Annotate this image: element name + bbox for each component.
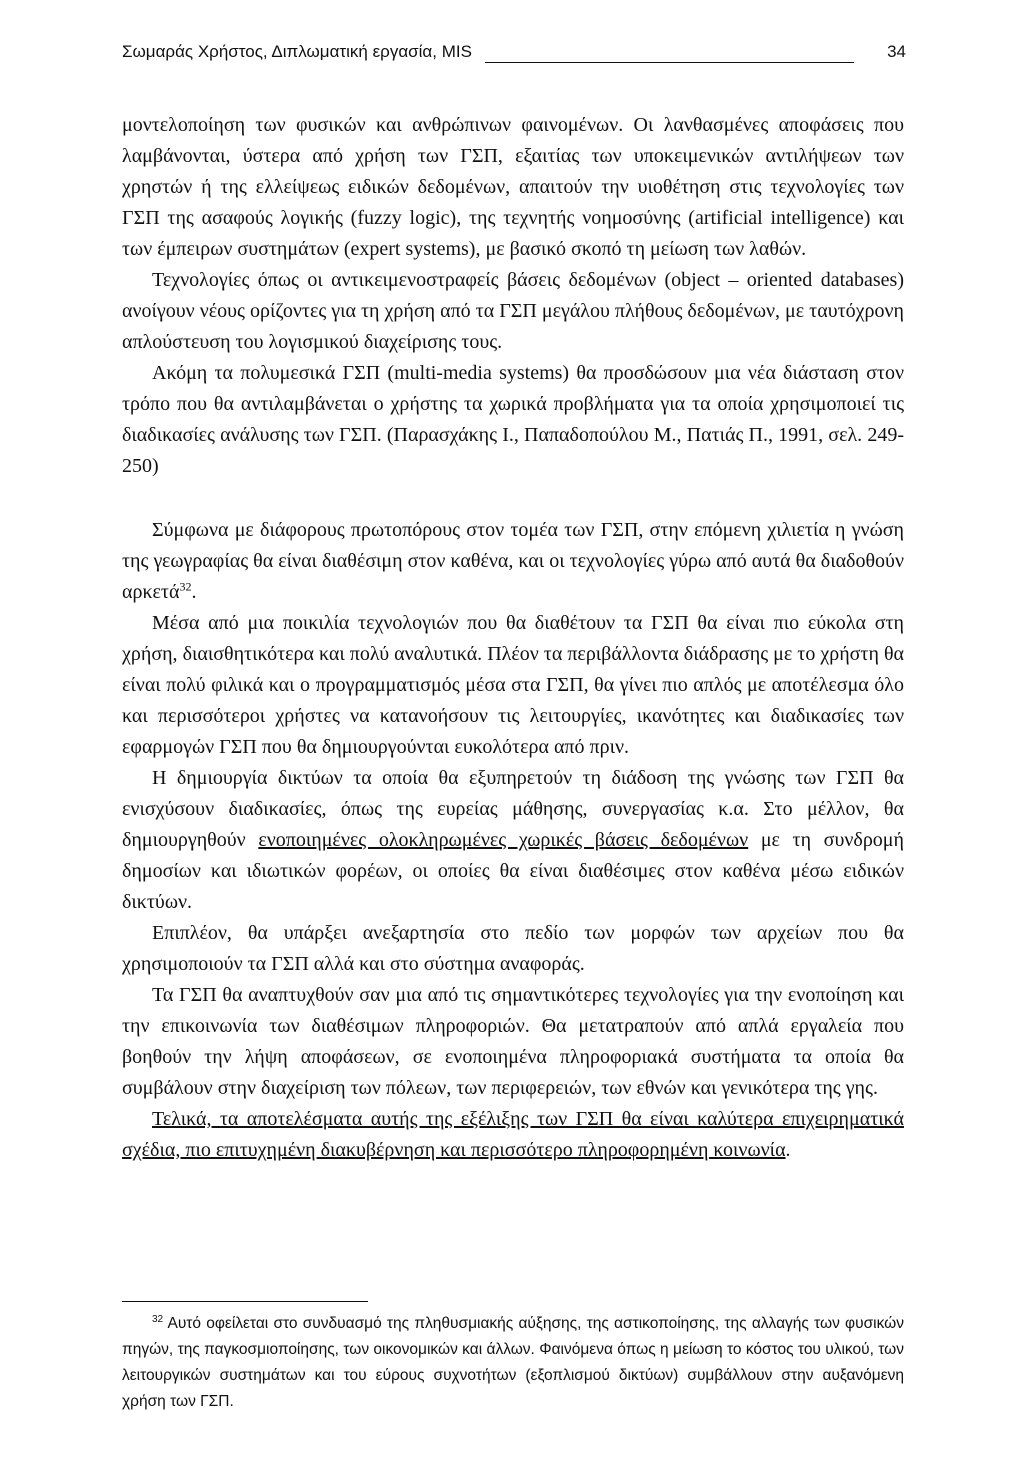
underlined-phrase: ενοποιημένες ολοκληρωμένες χωρικές βάσεις δεδομένων xyxy=(258,829,749,851)
header-title: Σωμαράς Χρήστος, Διπλωματική εργασία, MIS xyxy=(122,42,472,61)
page-number: 34 xyxy=(887,42,906,61)
paragraph-5: Μέσα από μια ποικιλία τεχνολογιών που θα διαθέτουν τα ΓΣΠ θα είναι πιο εύκολα στη χρήση, διαισθητικότερα και πολύ αναλυτικά. Πλέον τα περιβάλλοντα διάδρασης με το χρήστη θα είναι πολύ φιλικά και ο προγραμματισμός μέσα στα ΓΣΠ, θα γίνει πιο απλός με αποτέλεσμα όλο και περισσότεροι χρήστες να κατανοήσουν τις λειτουργίες, ικανότητες και διαδικασίες των εφαρμογών ΓΣΠ που θα δημιουργούνται ευκολότερα από πριν. xyxy=(122,612,904,758)
conclusion-period: . xyxy=(785,1139,791,1161)
underlined-conclusion: Τελικά, τα αποτελέσματα αυτής της εξέλιξης των ΓΣΠ θα είναι καλύτερα επιχειρηματικά σχέδια, πιο επιτυχημένη διακυβέρνηση και περισσότερο πληροφορημένη κοινωνία xyxy=(122,1108,904,1161)
footnote-marker: 32 xyxy=(152,1313,164,1325)
paragraph-9 xyxy=(122,1104,904,1166)
footnote-ref-32: 32 xyxy=(179,579,192,594)
running-header xyxy=(122,40,906,66)
footnote-separator xyxy=(122,1301,368,1302)
paragraph-7: Επιπλέον, θα υπάρξει ανεξαρτησία στο πεδίο των μορφών των αρχείων που θα χρησιμοποιούν τα ΓΣΠ αλλά και στο σύστημα αναφοράς. xyxy=(122,922,904,975)
body-text xyxy=(122,110,904,1166)
paragraph-4-text: Σύμφωνα με διάφορους πρωτοπόρους στον τομέα των ΓΣΠ, στην επόμενη χιλιετία η γνώση της γεωγραφίας θα είναι διαθέσιμη στον καθένα, και οι τεχνολογίες γύρω από αυτά θα διαδοθούν αρκετά xyxy=(122,519,904,603)
paragraph-6-text-b: με τη συνδρομή δημοσίων και ιδιωτικών φορέων, οι οποίες θα είναι διαθέσιμες στον καθένα μέσω ειδικών δικτύων. xyxy=(122,829,904,913)
footnote-text: Αυτό οφείλεται στο συνδυασμό της πληθυσμιακής αύξησης, της αστικοποίησης, της αλλαγής των φυσικών πηγών, της παγκοσμιοποίησης, των οικονομικών και άλλων. Φαινόμενα όπως η μείωση το κόστος του υλικού, των λειτουργικών συστημάτων και του εύρους συχνοτήτων (εξοπλισμού δικτύων) συμβάλλουν στην αυξανόμενη χρήση των ΓΣΠ. xyxy=(122,1315,904,1410)
header-rule xyxy=(485,62,854,63)
paragraph-4: Σύμφωνα με διάφορους πρωτοπόρους στον τομέα των ΓΣΠ, στην επόμενη χιλιετία η γνώση της γεωγραφίας θα είναι διαθέσιμη στον καθένα, και οι τεχνολογίες γύρω από αυτά θα διαδοθούν αρκετά$^{32}$. xyxy=(122,519,904,603)
footnote xyxy=(122,1311,904,1415)
paragraph-2: Τεχνολογίες όπως οι αντικειμενοστραφείς βάσεις δεδομένων (object – oriented databases) ανοίγουν νέους ορίζοντες για τη χρήση από τα ΓΣΠ μεγάλου πλήθους δεδομένων, με ταυτόχρονη απλούστευση του λογισμικού διαχείρισης τους. xyxy=(122,269,904,353)
paragraph-3: Ακόμη τα πολυμεσικά ΓΣΠ (multi-media systems) θα προσδώσουν μια νέα διάσταση στον τρόπο που θα αντιλαμβάνεται ο χρήστης τα χωρικά προβλήματα για τα οποία χρησιμοποιεί τις διαδικασίες ανάλυσης των ΓΣΠ. (Παρασχάκης Ι., Παπαδοπούλου Μ., Πατιάς Π., 1991, σελ. 249-250) xyxy=(122,362,904,477)
paragraph-1: μοντελοποίηση των φυσικών και ανθρώπινων φαινομένων. Οι λανθασμένες αποφάσεις που λαμβάνονται, ύστερα από χρήση των ΓΣΠ, εξαιτίας των υποκειμενικών αντιλήψεων των χρηστών ή της ελλείψεως ειδικών δεδομένων, απαιτούν την υιοθέτηση στις τεχνολογίες των ΓΣΠ της ασαφούς λογικής (fuzzy logic), της τεχνητής νοημοσύνης (artificial intelligence) και των έμπειρων συστημάτων (expert systems), με βασικό σκοπό τη μείωση των λαθών. xyxy=(122,114,904,260)
footnote-32 xyxy=(122,1311,904,1415)
paragraph-6 xyxy=(122,763,904,918)
paragraph-6-text-a: Η δημιουργία δικτύων τα οποία θα εξυπηρετούν τη διάδοση της γνώσης των ΓΣΠ θα ενισχύσουν διαδικασίες, όπως της ευρείας μάθησης, συνεργασίας κ.α. Στο μέλλον, θα δημιουργηθούν xyxy=(122,767,904,851)
paragraph-8: Τα ΓΣΠ θα αναπτυχθούν σαν μια από τις σημαντικότερες τεχνολογίες για την ενοποίηση και την επικοινωνία των διαθέσιμων πληροφοριών. Θα μετατραπούν από απλά εργαλεία που βοηθούν την λήψη αποφάσεων, σε ενοποιημένα πληροφοριακά συστήματα τα οποία θα συμβάλουν στην διαχείριση των πόλεων, των περιφερειών, των εθνών και γενικότερα της γης. xyxy=(122,984,904,1099)
section-gap xyxy=(122,482,904,515)
